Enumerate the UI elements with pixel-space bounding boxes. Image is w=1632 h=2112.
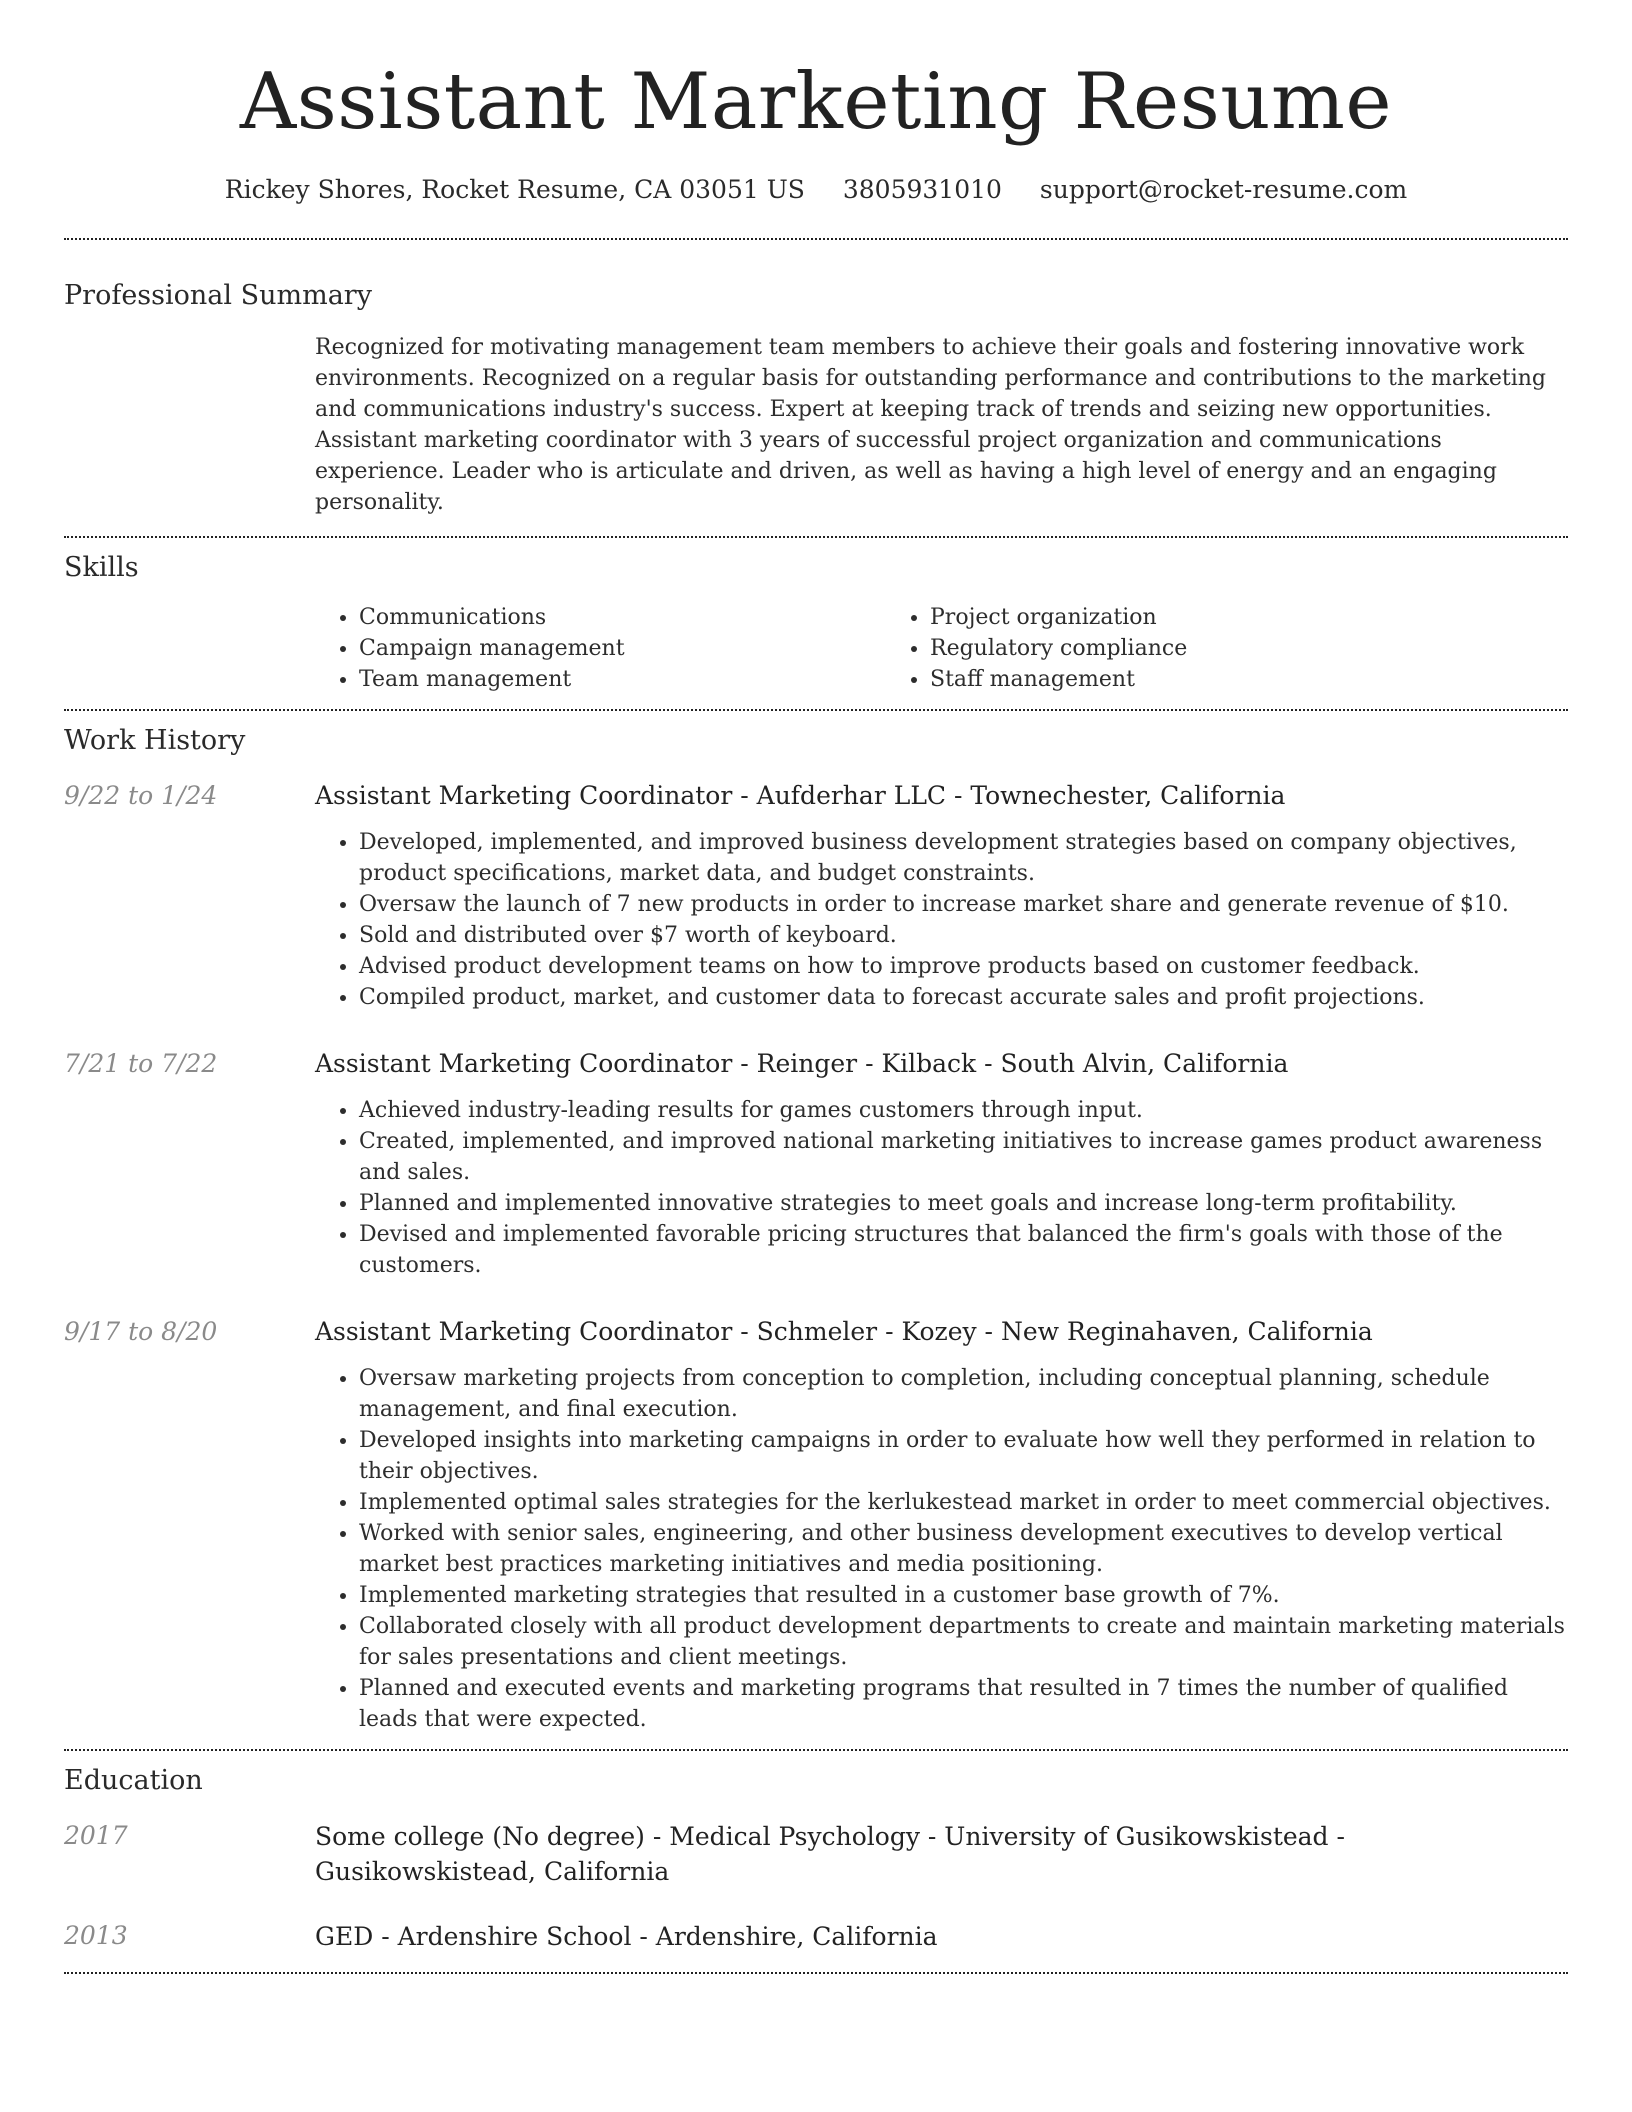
job-role: Assistant Marketing Coordinator bbox=[315, 1317, 733, 1346]
education-details: GED - Ardenshire School - Ardenshire, California bbox=[315, 1922, 938, 1951]
skill-item: • Regulatory compliance bbox=[930, 633, 1457, 664]
job-bullets bbox=[315, 1095, 1568, 1281]
section-title-work-history: Work History bbox=[64, 725, 246, 756]
education-entry bbox=[64, 1819, 1568, 1889]
job-bullet: • Planned and implemented innovative strategies to meet goals and increase long-term profitability. bbox=[359, 1188, 1568, 1219]
job-bullet: • Collaborated closely with all product development departments to create and maintain marketing materials for sales presentations and client meetings. bbox=[359, 1611, 1568, 1673]
skill-item: • Communications bbox=[359, 602, 886, 633]
education-section bbox=[64, 1763, 1568, 1972]
job-bullet: • Oversaw marketing projects from conception to completion, including conceptual planning, schedule management, and final execution. bbox=[359, 1363, 1568, 1425]
skill-item: • Team management bbox=[359, 664, 886, 695]
section-title-skills: Skills bbox=[64, 552, 139, 583]
divider bbox=[64, 1749, 1568, 1751]
work-history-section bbox=[64, 723, 1568, 1749]
education-year: 2017 bbox=[64, 1821, 128, 1850]
divider bbox=[64, 238, 1568, 240]
divider bbox=[64, 1972, 1568, 1974]
skill-item: • Campaign management bbox=[359, 633, 886, 664]
job-bullets bbox=[315, 827, 1568, 1013]
summary-section bbox=[64, 278, 1568, 536]
education-year: 2013 bbox=[64, 1921, 128, 1950]
section-title-education: Education bbox=[64, 1765, 203, 1796]
education-details: Some college (No degree) - Medical Psychology - University of Gusikowskistead - Gusikowskistead, California bbox=[315, 1822, 1345, 1886]
job-body bbox=[315, 779, 1568, 1013]
job-details: - Aufderhar LLC - Townechester, California bbox=[732, 781, 1286, 810]
job-entry bbox=[64, 1315, 1568, 1735]
skills-section bbox=[64, 550, 1568, 709]
job-bullet: • Compiled product, market, and customer data to forecast accurate sales and profit projections. bbox=[359, 982, 1568, 1013]
job-bullet: • Sold and distributed over $7 worth of keyboard. bbox=[359, 920, 1568, 951]
job-entry bbox=[64, 779, 1568, 1013]
job-bullet: • Created, implemented, and improved national marketing initiatives to increase games product awareness and sales. bbox=[359, 1126, 1568, 1188]
job-entry bbox=[64, 1047, 1568, 1281]
education-entry bbox=[64, 1919, 1568, 1954]
divider bbox=[64, 536, 1568, 538]
job-bullet: • Implemented optimal sales strategies for the kerlukestead market in order to meet commercial objectives. bbox=[359, 1487, 1568, 1518]
contact-line bbox=[64, 172, 1568, 208]
summary-text: Recognized for motivating management team members to achieve their goals and fostering innovative work environments. Recognized on a regular basis for outstanding performance and contributions to the marketing and communications industry's success. Expert at keeping track of trends and seizing new opportunities. Assistant marketing coordinator with 3 years of successful project organization and communications experience. Leader who is articulate and driven, as well as having a high level of energy and an engaging personality. bbox=[315, 335, 1546, 515]
resume-title: Assistant Marketing Resume bbox=[239, 57, 1393, 147]
skill-item: • Staff management bbox=[930, 664, 1457, 695]
job-bullet: • Developed, implemented, and improved business development strategies based on company objectives, product specifications, market data, and budget constraints. bbox=[359, 827, 1568, 889]
job-heading bbox=[315, 1047, 1568, 1081]
job-body bbox=[315, 1315, 1568, 1735]
job-heading bbox=[315, 779, 1568, 813]
job-bullet: • Achieved industry-leading results for games customers through input. bbox=[359, 1095, 1568, 1126]
job-bullet: • Worked with senior sales, engineering, and other business development executives to develop vertical market best practices marketing initiatives and media positioning. bbox=[359, 1518, 1568, 1580]
job-bullet: • Devised and implemented favorable pricing structures that balanced the firm's goals with those of the customers. bbox=[359, 1219, 1568, 1281]
divider bbox=[64, 709, 1568, 711]
job-dates: 7/21 to 7/22 bbox=[64, 1049, 218, 1078]
job-role: Assistant Marketing Coordinator bbox=[315, 1049, 733, 1078]
section-title-summary: Professional Summary bbox=[64, 280, 372, 311]
job-body bbox=[315, 1047, 1568, 1281]
job-details: - Reinger - Kilback - South Alvin, California bbox=[732, 1049, 1289, 1078]
skills-column-left bbox=[315, 602, 886, 695]
contact-address: Rickey Shores, Rocket Resume, CA 03051 US bbox=[224, 175, 805, 204]
job-bullet: • Oversaw the launch of 7 new products in order to increase market share and generate revenue of $10. bbox=[359, 889, 1568, 920]
contact-phone: 3805931010 bbox=[842, 175, 1002, 204]
job-heading bbox=[315, 1315, 1568, 1349]
skill-item: • Project organization bbox=[930, 602, 1457, 633]
job-dates: 9/22 to 1/24 bbox=[64, 781, 218, 810]
job-bullet: • Advised product development teams on how to improve products based on customer feedback. bbox=[359, 951, 1568, 982]
skills-column-right bbox=[886, 602, 1457, 695]
job-bullet: • Developed insights into marketing campaigns in order to evaluate how well they performed in relation to their objectives. bbox=[359, 1425, 1568, 1487]
contact-email: support@rocket-resume.com bbox=[1039, 175, 1408, 204]
job-bullet: • Planned and executed events and marketing programs that resulted in 7 times the number of qualified leads that were expected. bbox=[359, 1673, 1568, 1735]
job-bullets bbox=[315, 1363, 1568, 1735]
job-role: Assistant Marketing Coordinator bbox=[315, 781, 733, 810]
job-dates: 9/17 to 8/20 bbox=[64, 1317, 218, 1346]
job-details: - Schmeler - Kozey - New Reginahaven, California bbox=[732, 1317, 1373, 1346]
job-bullet: • Implemented marketing strategies that resulted in a customer base growth of 7%. bbox=[359, 1580, 1568, 1611]
skills-grid bbox=[315, 602, 1568, 709]
